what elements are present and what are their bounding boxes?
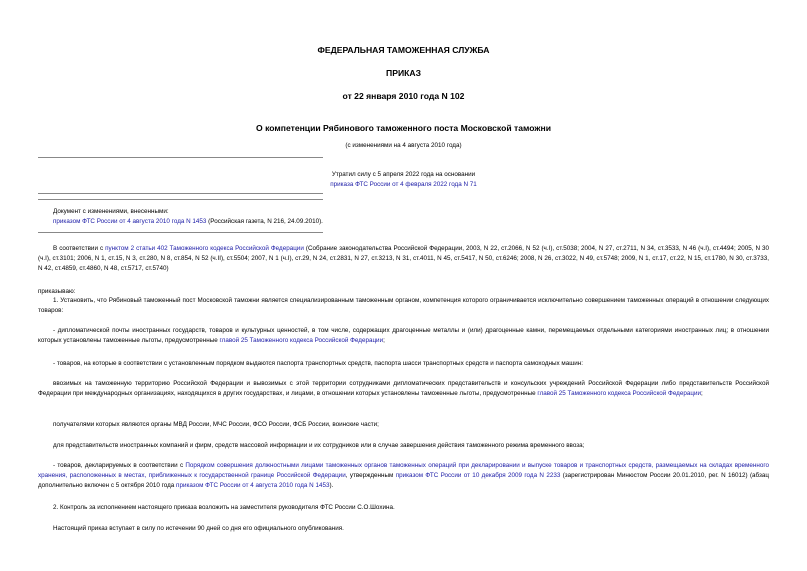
bullet-1 — [38, 326, 769, 346]
bullet-3-pre: - товаров, декларируемых в соответствии с — [53, 462, 186, 469]
item-2 — [38, 503, 769, 513]
bullet-1-post: ; — [383, 337, 385, 344]
amendments-label: Документ с изменениями, внесенными: — [53, 208, 169, 215]
sub-1 — [38, 379, 769, 399]
preamble — [38, 244, 769, 274]
sub-3 — [38, 441, 769, 451]
agency-name: ФЕДЕРАЛЬНАЯ ТАМОЖЕННАЯ СЛУЖБА — [317, 45, 490, 55]
sub-2 — [38, 420, 769, 430]
bullet-2 — [38, 359, 769, 369]
preamble-pre: В соответствии с — [53, 245, 106, 252]
divider — [38, 193, 323, 194]
divider — [38, 199, 323, 200]
repeal-text: Утратил силу с 5 апреля 2022 года на основании — [331, 171, 476, 178]
sub-1-pre: ввозимых на таможенную территорию Российской Федерации и вывозимых с этой территории сотрудниками дипломатических представительств и консульских учреждений Российской Федерации либо представительств Российской Федерации при международных организациях, находящихся в других государствах, и лицами, в отношении которых установлены таможенные льготы, предусмотренные — [38, 380, 769, 397]
bullet-3-mid2: (зарегистрирован Минюстом России 20.01.2010, рег. N 16012) (абзац дополнительно включен с 5 октября 2010 года — [38, 472, 770, 489]
bullet-2-text: - товаров, на которые в соответствии с установленным порядком выдаются паспорта транспортных средств, паспорта шасси транспортных средств и паспорта самоходных машин: — [53, 360, 584, 367]
repeal-link[interactable]: приказа ФТС России от 4 февраля 2022 года N 71 — [330, 181, 477, 188]
amended-note: (с изменениями на 4 августа 2010 года) — [345, 142, 462, 149]
bullet-3 — [38, 461, 769, 491]
bullet-1-pre: - дипломатической почты иностранных государств, товаров и культурных ценностей, в том числе, содержащих драгоценные металлы и (или) драгоценные камни, перемещаемых отдельными категориями иностранных лиц; в отношении которых установлены таможенные льготы, предусмотренные — [38, 327, 769, 344]
bullet-3-mid1: , утвержденным — [345, 472, 396, 479]
tc-article-link[interactable]: пунктом 2 статьи 402 Таможенного кодекса Российской Федерации — [105, 245, 304, 252]
sub-3-text: для представительств иностранных компаний и фирм, средств массовой информации и их сотрудников или в случае завершения действия таможенного режима временного ввоза; — [53, 442, 585, 449]
repeal-status — [0, 171, 807, 188]
amendments-block — [53, 207, 773, 227]
doc-title: О компетенции Рябинового таможенного поста Московской таможни — [256, 123, 551, 133]
amendment-link[interactable]: приказом ФТС России от 4 августа 2010 года N 1453 — [53, 218, 207, 225]
item-2-text: 2. Контроль за исполнением настоящего приказа возложить на заместителя руководителя ФТС России С.О.Шохина. — [53, 504, 395, 511]
sub-1-post: ; — [701, 390, 703, 397]
sub-2-text: получателями которых являются органы МВД России, МЧС России, ФСО России, ФСБ России, воинские части; — [53, 421, 379, 428]
chapter25-link[interactable]: главой 25 Таможенного кодекса Российской Федерации — [537, 390, 702, 397]
order-2233-link[interactable]: приказом ФТС России от 10 декабря 2009 года N 2233 — [395, 472, 561, 479]
chapter25-link[interactable]: главой 25 Таможенного кодекса Российской Федерации — [219, 337, 384, 344]
divider — [38, 157, 323, 158]
item-3-text: Настоящий приказ вступает в силу по истечении 90 дней со дня его официального опубликования. — [53, 525, 344, 532]
doc-date-number: от 22 января 2010 года N 102 — [342, 91, 465, 101]
item-1 — [38, 296, 769, 316]
divider — [38, 232, 323, 233]
doc-type: ПРИКАЗ — [386, 68, 421, 78]
item-1-text: 1. Установить, что Рябиновый таможенный пост Московской таможни является специализированным таможенным органом, компетенция которого ограничивается исключительно совершением таможенных операций в отношении следующих товаров: — [38, 297, 769, 314]
item-3 — [38, 524, 769, 534]
order-1453-link[interactable]: приказом ФТС России от 4 августа 2010 года N 1453 — [176, 482, 330, 489]
preamble-post: (Собрание законодательства Российской Федерации, 2003, N 22, ст.2066, N 52 (ч.I), ст.5038; 2004, N 27, ст.2711, N 34, ст.3533, N 46 (ч.I), ст.4494; 2005, N 30 (ч.I), ст.3101; 2006, N 1, ст.15, N 3, ст.280, N 8, ст.854, N 52 (ч.II), ст.5504; 2007, N 1 (ч.I), ст.29, N 24, ст.2831, N 27, ст.3213, N 31, ст.4011, N 45, ст.5417, N 50, ст.6246; 2008, N 26, ст.3022, N 49, ст.5748; 2009, N 1, ст.17, ст.22, N 15, ст.1780, N 30, ст.3733, N 42, ст.4859, ст.4860, N 48, ст.5717, ст.5740) — [38, 245, 769, 272]
procedure-link[interactable]: Порядком совершения должностными лицами таможенных органов таможенных операций при декларировании и выпуске товаров и транспортных средств, размещаемых на складах временного хранения, расположенных в местах, приближенных к государственной границе Российской Федерации — [38, 462, 769, 479]
amendment-source: (Российская газета, N 216, 24.09.2010). — [206, 218, 323, 225]
bullet-3-post: ). — [329, 482, 334, 489]
order-word: приказываю: — [38, 288, 76, 295]
